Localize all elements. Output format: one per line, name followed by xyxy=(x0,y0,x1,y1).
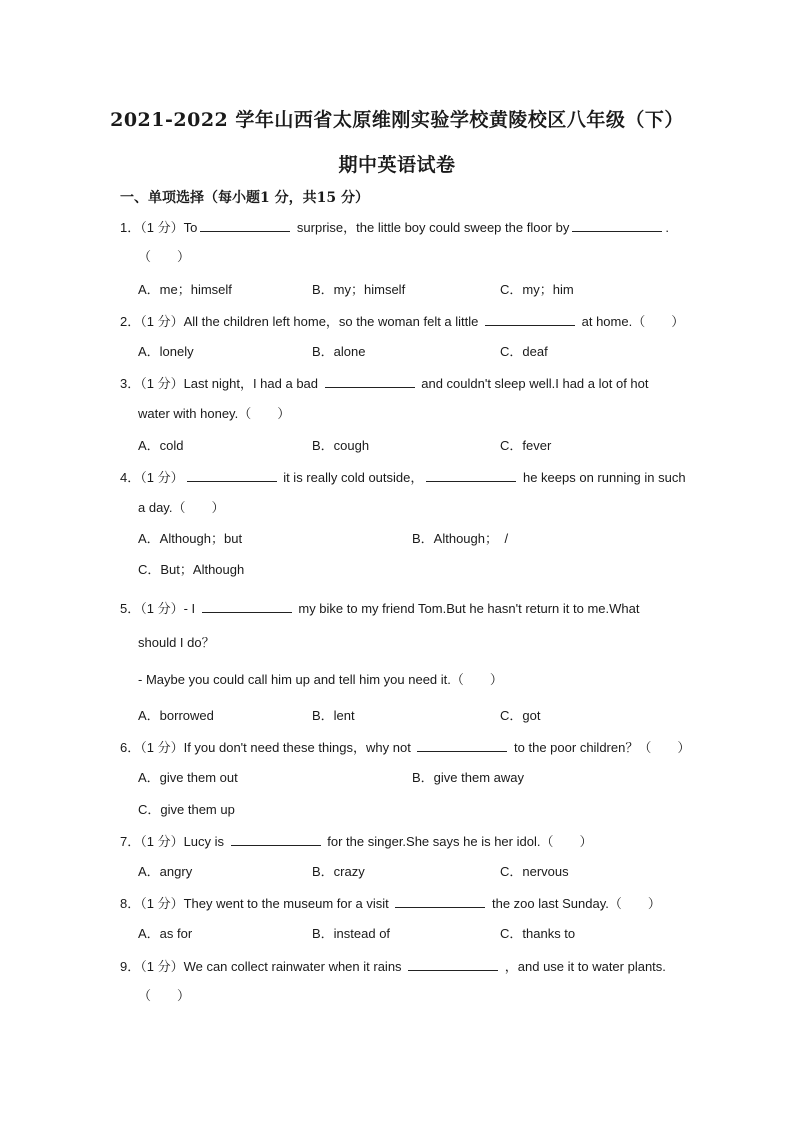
option-b[interactable]: B．Although； / xyxy=(412,531,509,546)
answer-blank[interactable] xyxy=(231,833,321,846)
option-c[interactable]: C．thanks to xyxy=(500,926,576,941)
question-5-cont: should I do？ xyxy=(138,635,215,650)
answer-blank[interactable] xyxy=(187,469,277,482)
option-b[interactable]: B．cough xyxy=(312,438,370,453)
option-b[interactable]: B．crazy xyxy=(312,864,365,879)
option-a[interactable]: A．angry xyxy=(138,864,193,879)
question-5: 5．（1 分）- I my bike to my friend Tom.But he hasn't return it to me.What xyxy=(120,601,640,616)
question-number: 3．（1 分） xyxy=(120,376,184,391)
option-a[interactable]: A．borrowed xyxy=(138,708,214,723)
option-b[interactable]: B．give them away xyxy=(412,770,524,785)
option-a[interactable]: A．lonely xyxy=(138,344,194,359)
question-number: 5．（1 分） xyxy=(120,601,184,616)
question-3-cont: water with honey.（ ） xyxy=(138,406,291,421)
question-1: 1．（1 分）To surprise，the little boy could sweep the floor by . xyxy=(120,220,669,235)
option-c[interactable]: C．give them up xyxy=(138,802,235,817)
question-3: 3．（1 分）Last night，I had a bad and couldn't sleep well.I had a lot of hot xyxy=(120,376,649,391)
option-b[interactable]: B．alone xyxy=(312,344,366,359)
question-9: 9．（1 分）We can collect rainwater when it rains ，and use it to water plants. xyxy=(120,959,666,974)
option-c[interactable]: C．fever xyxy=(500,438,552,453)
exam-title-line1: 2021-2022 学年山西省太原维刚实验学校黄陵校区八年级（下） xyxy=(110,109,684,131)
option-c[interactable]: C．deaf xyxy=(500,344,548,359)
question-4: 4．（1 分） it is really cold outside， he keeps on running in such xyxy=(120,470,686,485)
option-c[interactable]: C．nervous xyxy=(500,864,569,879)
answer-blank[interactable] xyxy=(417,739,507,752)
question-number: 4．（1 分） xyxy=(120,470,184,485)
question-number: 1．（1 分） xyxy=(120,220,184,235)
answer-blank[interactable] xyxy=(202,600,292,613)
option-a[interactable]: A．give them out xyxy=(138,770,238,785)
option-b[interactable]: B．lent xyxy=(312,708,355,723)
question-5-dialogue: - Maybe you could call him up and tell him you need it.（ ） xyxy=(138,672,503,687)
question-number: 6．（1 分） xyxy=(120,740,184,755)
question-6: 6．（1 分）If you don't need these things，why not to the poor children？（ ） xyxy=(120,740,691,755)
option-b[interactable]: B．my；himself xyxy=(312,282,406,297)
option-a[interactable]: A．me；himself xyxy=(138,282,232,297)
answer-blank[interactable] xyxy=(200,219,290,232)
answer-blank[interactable] xyxy=(408,958,498,971)
option-a[interactable]: A．cold xyxy=(138,438,184,453)
answer-blank[interactable] xyxy=(325,375,415,388)
exam-title-line2: 期中英语试卷 xyxy=(338,154,456,176)
answer-blank[interactable] xyxy=(572,219,662,232)
section-heading: 一、单项选择（每小题1 分，共15 分） xyxy=(120,190,369,206)
question-8: 8．（1 分）They went to the museum for a visit the zoo last Sunday.（ ） xyxy=(120,896,661,911)
question-1-cont: （ ） xyxy=(138,249,191,264)
question-number: 8．（1 分） xyxy=(120,896,184,911)
option-c[interactable]: C．But；Although xyxy=(138,562,245,577)
answer-blank[interactable] xyxy=(395,895,485,908)
answer-blank[interactable] xyxy=(426,469,516,482)
answer-blank[interactable] xyxy=(485,313,575,326)
question-number: 7．（1 分） xyxy=(120,834,184,849)
question-4-cont: a day.（ ） xyxy=(138,500,225,515)
question-9-cont: （ ） xyxy=(138,988,191,1003)
option-c[interactable]: C．my；him xyxy=(500,282,574,297)
option-c[interactable]: C．got xyxy=(500,708,541,723)
option-b[interactable]: B．instead of xyxy=(312,926,391,941)
question-number: 2．（1 分） xyxy=(120,314,184,329)
question-number: 9．（1 分） xyxy=(120,959,184,974)
option-a[interactable]: A．Although；but xyxy=(138,531,243,546)
option-a[interactable]: A．as for xyxy=(138,926,193,941)
question-2: 2．（1 分）All the children left home，so the woman felt a little at home.（ ） xyxy=(120,314,685,329)
question-7: 7．（1 分）Lucy is for the singer.She says he is her idol.（ ） xyxy=(120,834,593,849)
